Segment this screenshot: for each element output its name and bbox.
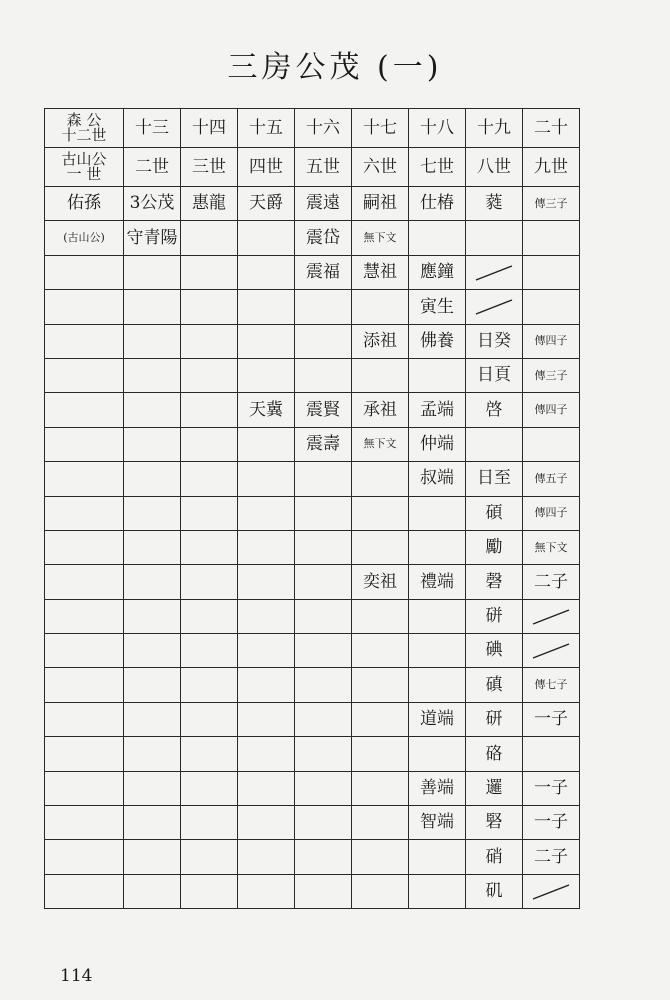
genealogy-cell	[523, 290, 580, 324]
genealogy-row	[45, 565, 580, 599]
relative-corner-cell: 古山公 一 世	[45, 148, 124, 187]
genealogy-row	[45, 393, 580, 427]
genealogy-cell	[409, 634, 466, 668]
genealogy-cell	[124, 290, 181, 324]
genealogy-cell	[238, 255, 295, 289]
genealogy-cell	[238, 221, 295, 255]
genealogy-cell	[295, 874, 352, 908]
genealogy-cell	[181, 874, 238, 908]
genealogy-cell	[466, 427, 523, 461]
genealogy-cell: 日頁	[466, 358, 523, 392]
genealogy-cell: 碘	[466, 634, 523, 668]
genealogy-cell	[238, 874, 295, 908]
genealogy-cell: 無下文	[352, 221, 409, 255]
genealogy-cell	[181, 599, 238, 633]
genealogy-cell: 震遠	[295, 187, 352, 221]
genealogy-cell: 硑	[466, 599, 523, 633]
generation-corner-cell: 森 公 十二世	[45, 109, 124, 148]
genealogy-cell	[238, 496, 295, 530]
genealogy-cell	[181, 221, 238, 255]
genealogy-cell	[181, 530, 238, 564]
genealogy-cell: 道端	[409, 702, 466, 736]
genealogy-cell	[352, 634, 409, 668]
generation-header-cell: 十五	[238, 109, 295, 148]
genealogy-cell: 一子	[523, 806, 580, 840]
genealogy-cell	[45, 806, 124, 840]
genealogy-cell	[181, 634, 238, 668]
genealogy-cell: 惠龍	[181, 187, 238, 221]
genealogy-cell	[124, 530, 181, 564]
generation-header-cell: 十九	[466, 109, 523, 148]
genealogy-cell: 應鐘	[409, 255, 466, 289]
genealogy-cell	[124, 565, 181, 599]
genealogy-cell	[409, 530, 466, 564]
genealogy-row	[45, 221, 580, 255]
genealogy-cell: 天爵	[238, 187, 295, 221]
genealogy-cell	[295, 634, 352, 668]
genealogy-cell	[409, 840, 466, 874]
genealogy-cell	[523, 634, 580, 668]
genealogy-cell	[124, 702, 181, 736]
genealogy-cell	[124, 771, 181, 805]
genealogy-cell	[181, 565, 238, 599]
generation-header-cell: 十六	[295, 109, 352, 148]
genealogy-cell	[352, 530, 409, 564]
genealogy-cell	[238, 565, 295, 599]
genealogy-cell	[295, 358, 352, 392]
genealogy-cell	[45, 393, 124, 427]
genealogy-cell: 蕤	[466, 187, 523, 221]
genealogy-cell: 慧祖	[352, 255, 409, 289]
genealogy-cell	[352, 496, 409, 530]
genealogy-cell	[181, 462, 238, 496]
genealogy-cell: 守青陽	[124, 221, 181, 255]
genealogy-cell	[181, 255, 238, 289]
genealogy-cell	[238, 427, 295, 461]
genealogy-cell	[181, 496, 238, 530]
genealogy-cell	[181, 702, 238, 736]
slash-mark	[474, 264, 514, 282]
genealogy-cell	[409, 737, 466, 771]
genealogy-row	[45, 255, 580, 289]
genealogy-cell	[295, 737, 352, 771]
genealogy-cell	[238, 634, 295, 668]
genealogy-cell	[124, 668, 181, 702]
genealogy-cell	[352, 874, 409, 908]
slash-mark	[474, 298, 514, 316]
genealogy-cell: 嗣祖	[352, 187, 409, 221]
genealogy-cell	[352, 668, 409, 702]
genealogy-cell	[295, 530, 352, 564]
genealogy-cell	[124, 393, 181, 427]
genealogy-row	[45, 462, 580, 496]
genealogy-cell: 傳四子	[523, 324, 580, 358]
genealogy-cell	[181, 324, 238, 358]
genealogy-cell	[409, 358, 466, 392]
genealogy-cell	[409, 496, 466, 530]
genealogy-cell	[181, 290, 238, 324]
generation-header-cell: 十四	[181, 109, 238, 148]
genealogy-cell: 震福	[295, 255, 352, 289]
generation-header-cell: 十八	[409, 109, 466, 148]
genealogy-cell	[181, 393, 238, 427]
genealogy-cell	[124, 358, 181, 392]
genealogy-cell	[45, 496, 124, 530]
slash-mark	[531, 883, 571, 901]
genealogy-cell: 研	[466, 702, 523, 736]
genealogy-cell	[295, 806, 352, 840]
genealogy-cell	[295, 668, 352, 702]
genealogy-cell	[45, 840, 124, 874]
genealogy-cell	[409, 599, 466, 633]
genealogy-cell	[181, 840, 238, 874]
genealogy-cell	[295, 324, 352, 358]
genealogy-cell: 善端	[409, 771, 466, 805]
genealogy-cell	[409, 874, 466, 908]
genealogy-cell	[45, 530, 124, 564]
genealogy-cell: 二子	[523, 840, 580, 874]
genealogy-cell	[409, 221, 466, 255]
genealogy-cell	[45, 565, 124, 599]
genealogy-cell	[295, 290, 352, 324]
genealogy-cell	[523, 599, 580, 633]
genealogy-cell	[238, 806, 295, 840]
genealogy-cell	[523, 255, 580, 289]
genealogy-row	[45, 496, 580, 530]
genealogy-cell	[295, 840, 352, 874]
genealogy-cell	[238, 737, 295, 771]
genealogy-row	[45, 702, 580, 736]
genealogy-cell	[124, 737, 181, 771]
genealogy-cell: 無下文	[352, 427, 409, 461]
genealogy-cell	[238, 771, 295, 805]
genealogy-cell: 啓	[466, 393, 523, 427]
genealogy-cell	[466, 255, 523, 289]
genealogy-cell	[295, 702, 352, 736]
genealogy-cell	[45, 874, 124, 908]
genealogy-cell: 一子	[523, 702, 580, 736]
generation-header-cell: 十七	[352, 109, 409, 148]
genealogy-cell	[238, 290, 295, 324]
genealogy-cell	[45, 771, 124, 805]
genealogy-cell: (古山公)	[45, 221, 124, 255]
genealogy-cell	[466, 290, 523, 324]
genealogy-cell: 震賢	[295, 393, 352, 427]
genealogy-cell	[409, 668, 466, 702]
genealogy-cell	[295, 462, 352, 496]
genealogy-cell: 震岱	[295, 221, 352, 255]
genealogy-row	[45, 737, 580, 771]
slash-mark	[531, 642, 571, 660]
genealogy-cell: 勵	[466, 530, 523, 564]
genealogy-cell	[45, 668, 124, 702]
genealogy-cell: 傳三子	[523, 187, 580, 221]
genealogy-cell	[352, 737, 409, 771]
genealogy-cell: 二子	[523, 565, 580, 599]
genealogy-cell: 佛養	[409, 324, 466, 358]
genealogy-cell	[352, 462, 409, 496]
page-number: 114	[60, 966, 93, 986]
relative-header-cell: 七世	[409, 148, 466, 187]
genealogy-cell: 禮端	[409, 565, 466, 599]
genealogy-cell	[124, 427, 181, 461]
genealogy-cell: 硌	[466, 737, 523, 771]
relative-header-cell: 五世	[295, 148, 352, 187]
genealogy-cell: 添祖	[352, 324, 409, 358]
relative-header-cell: 二世	[124, 148, 181, 187]
genealogy-cell: 智端	[409, 806, 466, 840]
genealogy-cell: 仲端	[409, 427, 466, 461]
genealogy-cell: 寅生	[409, 290, 466, 324]
genealogy-cell: 日至	[466, 462, 523, 496]
genealogy-cell	[523, 874, 580, 908]
genealogy-cell: 日癸	[466, 324, 523, 358]
genealogy-cell	[124, 462, 181, 496]
genealogy-cell	[523, 221, 580, 255]
genealogy-cell: 傳四子	[523, 496, 580, 530]
genealogy-cell	[238, 668, 295, 702]
genealogy-cell: 邏	[466, 771, 523, 805]
genealogy-cell	[181, 668, 238, 702]
genealogy-cell	[352, 358, 409, 392]
genealogy-cell	[238, 840, 295, 874]
genealogy-cell	[45, 427, 124, 461]
genealogy-row	[45, 771, 580, 805]
genealogy-cell: 無下文	[523, 530, 580, 564]
genealogy-row	[45, 840, 580, 874]
generation-header-cell: 十三	[124, 109, 181, 148]
genealogy-cell: 傳五子	[523, 462, 580, 496]
genealogy-cell: 傳四子	[523, 393, 580, 427]
genealogy-cell	[181, 806, 238, 840]
slash-mark	[531, 608, 571, 626]
genealogy-cell	[238, 530, 295, 564]
genealogy-cell	[124, 599, 181, 633]
genealogy-cell	[45, 702, 124, 736]
genealogy-cell	[238, 324, 295, 358]
relative-header-cell: 六世	[352, 148, 409, 187]
genealogy-row	[45, 427, 580, 461]
genealogy-cell: 碩	[466, 496, 523, 530]
genealogy-cell: 矶	[466, 874, 523, 908]
genealogy-cell	[523, 427, 580, 461]
genealogy-cell	[238, 702, 295, 736]
genealogy-table	[44, 108, 580, 909]
genealogy-cell: 仕椿	[409, 187, 466, 221]
relative-header-cell: 九世	[523, 148, 580, 187]
genealogy-cell	[238, 599, 295, 633]
genealogy-cell	[45, 462, 124, 496]
genealogy-row	[45, 324, 580, 358]
relative-header-cell: 八世	[466, 148, 523, 187]
genealogy-cell	[295, 496, 352, 530]
genealogy-row	[45, 668, 580, 702]
genealogy-cell	[352, 840, 409, 874]
relative-header-cell: 四世	[238, 148, 295, 187]
genealogy-cell: 奕祖	[352, 565, 409, 599]
genealogy-cell	[124, 874, 181, 908]
genealogy-cell: 一子	[523, 771, 580, 805]
genealogy-cell	[45, 290, 124, 324]
genealogy-row	[45, 634, 580, 668]
genealogy-cell: 叔端	[409, 462, 466, 496]
genealogy-cell	[45, 255, 124, 289]
genealogy-row	[45, 187, 580, 221]
genealogy-cell	[466, 221, 523, 255]
genealogy-cell: 傳三子	[523, 358, 580, 392]
genealogy-cell	[45, 324, 124, 358]
genealogy-cell	[124, 255, 181, 289]
genealogy-cell	[295, 771, 352, 805]
genealogy-cell: 3公茂	[124, 187, 181, 221]
genealogy-cell	[181, 771, 238, 805]
genealogy-cell	[295, 565, 352, 599]
genealogy-cell: 天冀	[238, 393, 295, 427]
genealogy-cell	[45, 358, 124, 392]
genealogy-cell	[124, 496, 181, 530]
genealogy-cell	[124, 634, 181, 668]
generation-header-row	[45, 109, 580, 148]
genealogy-cell	[352, 290, 409, 324]
page-title: 三房公茂 (一)	[227, 50, 443, 85]
genealogy-cell	[181, 358, 238, 392]
genealogy-cell	[523, 737, 580, 771]
genealogy-cell	[352, 771, 409, 805]
genealogy-row	[45, 290, 580, 324]
genealogy-cell: 承祖	[352, 393, 409, 427]
genealogy-cell	[124, 840, 181, 874]
genealogy-cell	[45, 599, 124, 633]
genealogy-cell	[238, 358, 295, 392]
genealogy-cell	[352, 806, 409, 840]
genealogy-cell	[295, 599, 352, 633]
genealogy-cell	[352, 702, 409, 736]
genealogy-row	[45, 530, 580, 564]
genealogy-cell	[45, 634, 124, 668]
genealogy-row	[45, 874, 580, 908]
genealogy-cell	[238, 462, 295, 496]
genealogy-cell	[45, 737, 124, 771]
genealogy-cell: 佑孫	[45, 187, 124, 221]
genealogy-cell: 孟端	[409, 393, 466, 427]
genealogy-cell	[181, 737, 238, 771]
genealogy-cell	[124, 324, 181, 358]
generation-header-cell: 二十	[523, 109, 580, 148]
genealogy-cell: 硻	[466, 806, 523, 840]
genealogy-cell: 震壽	[295, 427, 352, 461]
genealogy-cell: 硝	[466, 840, 523, 874]
relative-header-cell: 三世	[181, 148, 238, 187]
genealogy-cell: 傳七子	[523, 668, 580, 702]
genealogy-row	[45, 806, 580, 840]
genealogy-cell: 磬	[466, 565, 523, 599]
genealogy-cell	[124, 806, 181, 840]
genealogy-cell	[181, 427, 238, 461]
genealogy-cell	[352, 599, 409, 633]
genealogy-cell: 磌	[466, 668, 523, 702]
genealogy-row	[45, 358, 580, 392]
genealogy-row	[45, 599, 580, 633]
relative-header-row	[45, 148, 580, 187]
